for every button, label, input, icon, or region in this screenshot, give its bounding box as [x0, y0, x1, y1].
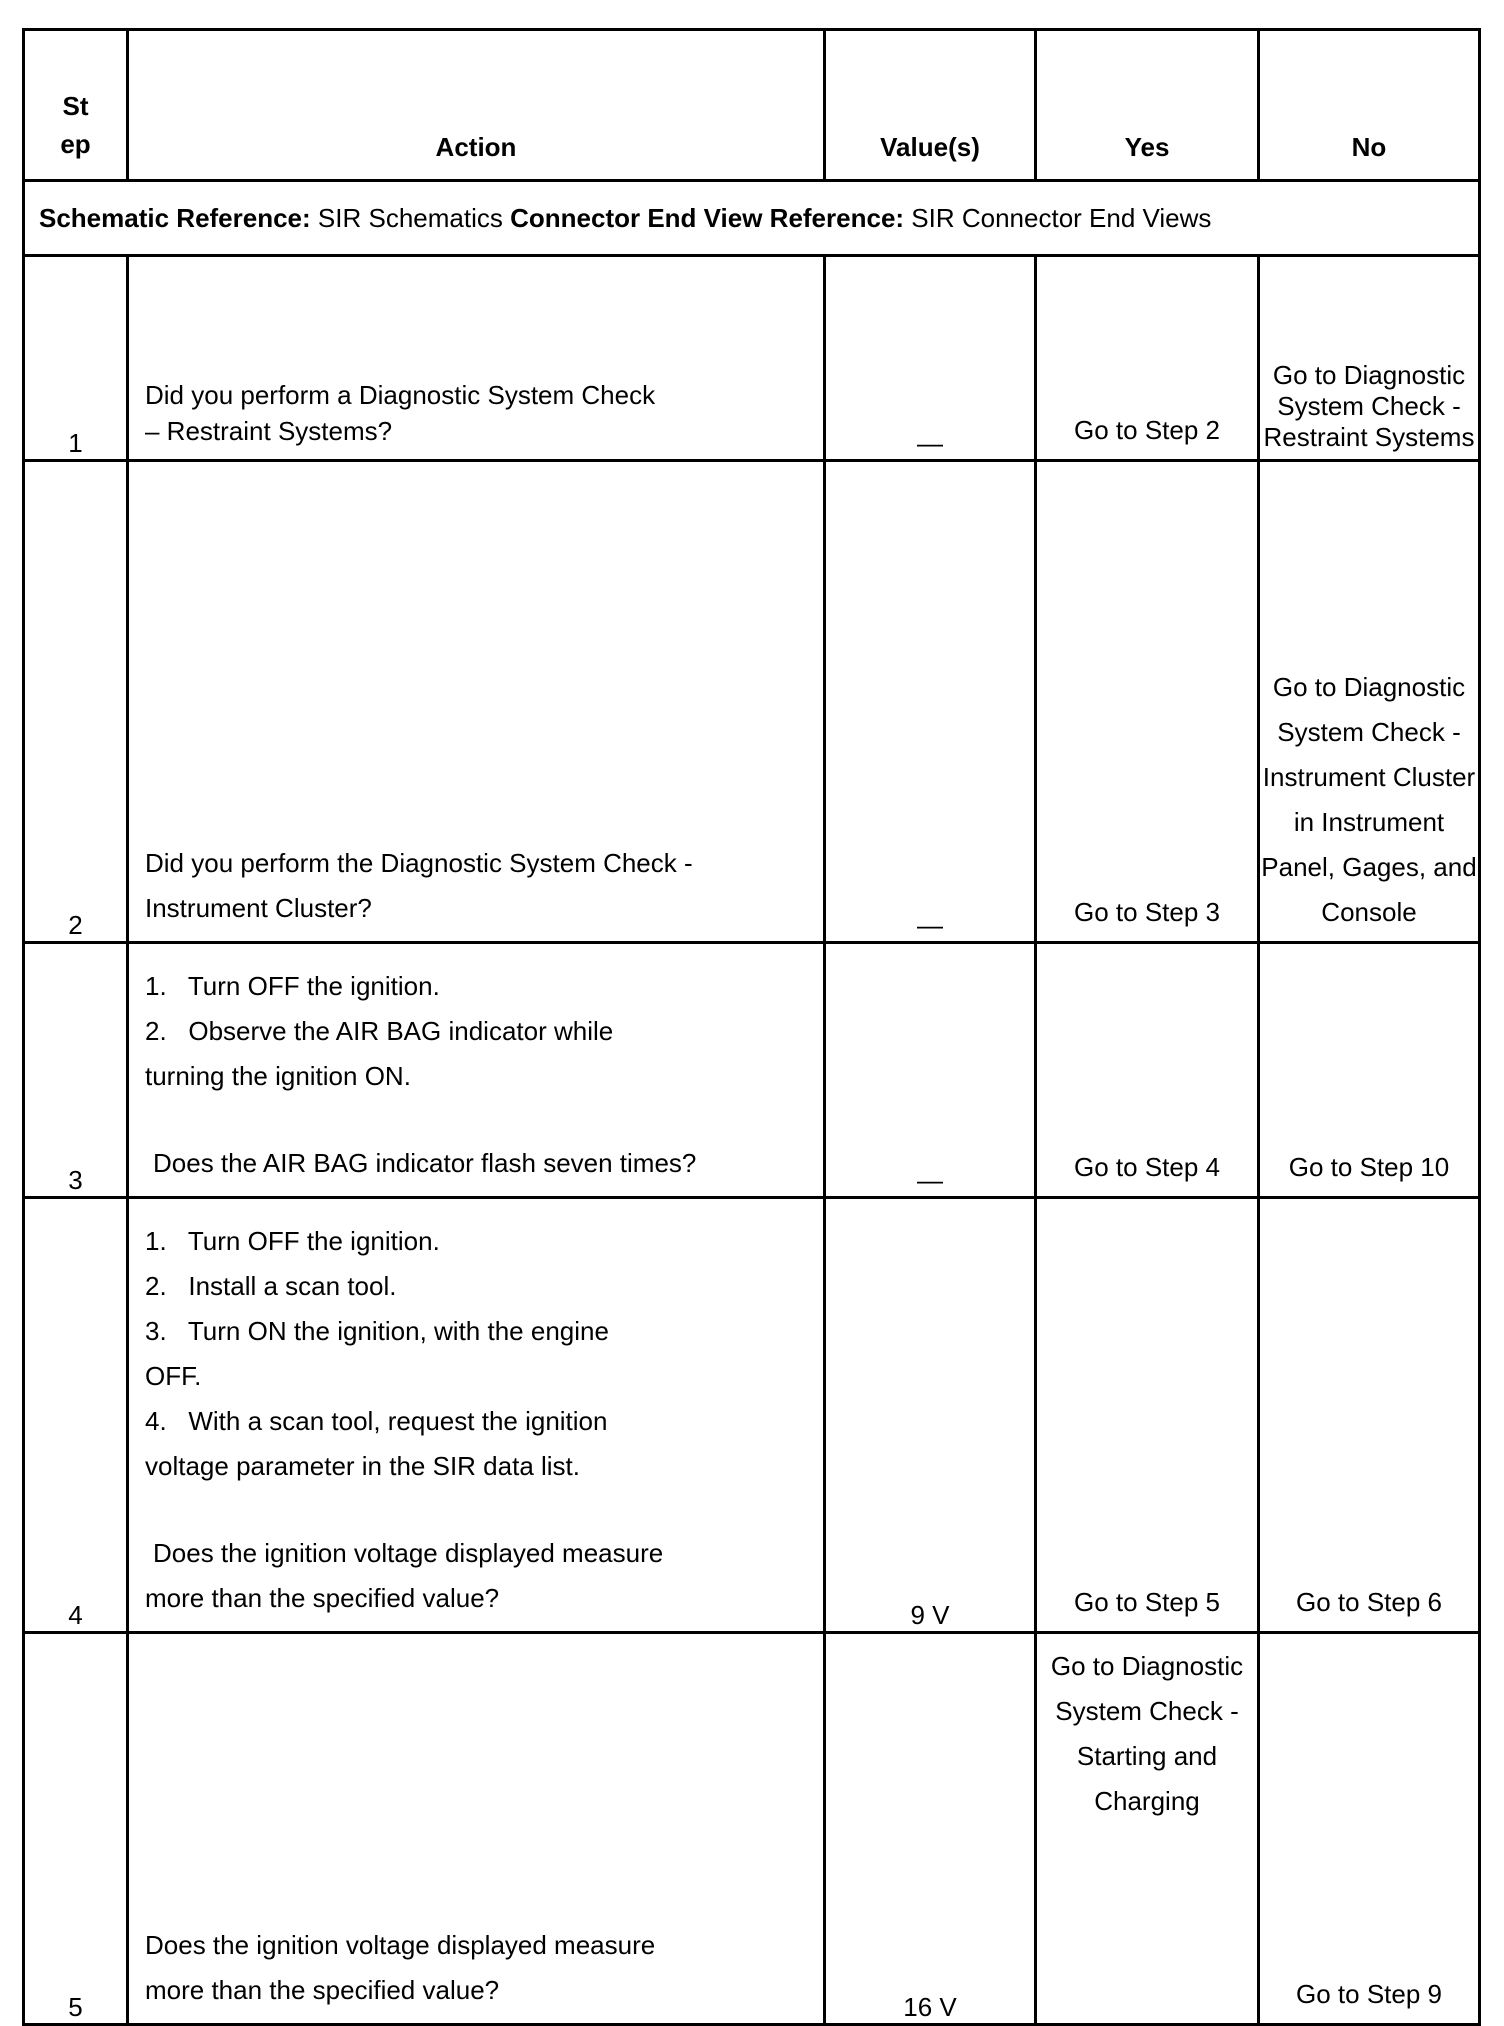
- step-number: 3: [24, 943, 128, 1198]
- yes-cell: Go to Step 5: [1036, 1198, 1259, 1633]
- table-row: [24, 1198, 1480, 1633]
- connector-reference-value: SIR Connector End Views: [911, 202, 1212, 233]
- schematic-reference-value: SIR Schematics: [317, 202, 503, 233]
- step-number: 1: [24, 256, 128, 461]
- no-cell: Go to Step 10: [1259, 943, 1480, 1198]
- no-cell: Go to Step 6: [1259, 1198, 1480, 1633]
- reference-row: [24, 181, 1480, 256]
- reference-cell: [24, 181, 1480, 256]
- yes-cell: Go to Step 2: [1036, 256, 1259, 461]
- action-item: 1. Turn OFF the ignition.: [145, 1226, 440, 1256]
- no-cell: Go to Step 9: [1259, 1633, 1480, 2025]
- action-text: Did you perform a Diagnostic System Check: [145, 380, 656, 410]
- header-step: St ep: [24, 30, 128, 181]
- action-text: Did you perform the Diagnostic System Check -: [145, 848, 693, 878]
- header-no: No: [1259, 30, 1480, 181]
- diagnostic-table: [22, 28, 1481, 2026]
- action-cell: [128, 256, 825, 461]
- action-text: Instrument Cluster?: [145, 893, 372, 923]
- table-row: [24, 461, 1480, 943]
- action-item: voltage parameter in the SIR data list.: [145, 1451, 581, 1481]
- action-question: more than the specified value?: [145, 1583, 500, 1613]
- action-item: 4. With a scan tool, request the ignition: [145, 1406, 608, 1436]
- action-text: – Restraint Systems?: [145, 416, 393, 446]
- action-item: turning the ignition ON.: [145, 1061, 411, 1091]
- action-item: 2. Observe the AIR BAG indicator while: [145, 1016, 614, 1046]
- yes-cell: Go to Diagnostic System Check - Starting and Charging: [1036, 1633, 1259, 2025]
- value-cell: —: [825, 461, 1036, 943]
- action-text: Does the ignition voltage displayed measure: [145, 1930, 656, 1960]
- action-item: 1. Turn OFF the ignition.: [145, 971, 440, 1001]
- value-cell: 9 V: [825, 1198, 1036, 1633]
- header-action: Action: [128, 30, 825, 181]
- action-question: Does the AIR BAG indicator flash seven times?: [153, 1148, 697, 1178]
- step-number: 2: [24, 461, 128, 943]
- action-item: OFF.: [145, 1361, 202, 1391]
- yes-cell: Go to Step 4: [1036, 943, 1259, 1198]
- action-item: 2. Install a scan tool.: [145, 1271, 397, 1301]
- no-cell: Go to Diagnostic System Check - Instrument Cluster in Instrument Panel, Gages, and Console: [1259, 461, 1480, 943]
- value-cell: —: [825, 943, 1036, 1198]
- value-cell: 16 V: [825, 1633, 1036, 2025]
- action-cell: [128, 1633, 825, 2025]
- yes-cell: Go to Step 3: [1036, 461, 1259, 943]
- table-row: [24, 943, 1480, 1198]
- header-values: Value(s): [825, 30, 1036, 181]
- action-cell: [128, 461, 825, 943]
- action-cell: [128, 943, 825, 1198]
- header-yes: Yes: [1036, 30, 1259, 181]
- action-item: 3. Turn ON the ignition, with the engine: [145, 1316, 609, 1346]
- table-row: [24, 1633, 1480, 2025]
- action-text: more than the specified value?: [145, 1975, 500, 2005]
- header-row: [24, 30, 1480, 181]
- connector-reference-label: Connector End View Reference:: [510, 202, 905, 233]
- no-cell: Go to Diagnostic System Check - Restraint Systems: [1259, 256, 1480, 461]
- step-number: 4: [24, 1198, 128, 1633]
- value-cell: —: [825, 256, 1036, 461]
- step-number: 5: [24, 1633, 128, 2025]
- schematic-reference-label: Schematic Reference:: [39, 202, 311, 233]
- action-question: Does the ignition voltage displayed measure: [153, 1538, 664, 1568]
- action-cell: [128, 1198, 825, 1633]
- table-row: [24, 256, 1480, 461]
